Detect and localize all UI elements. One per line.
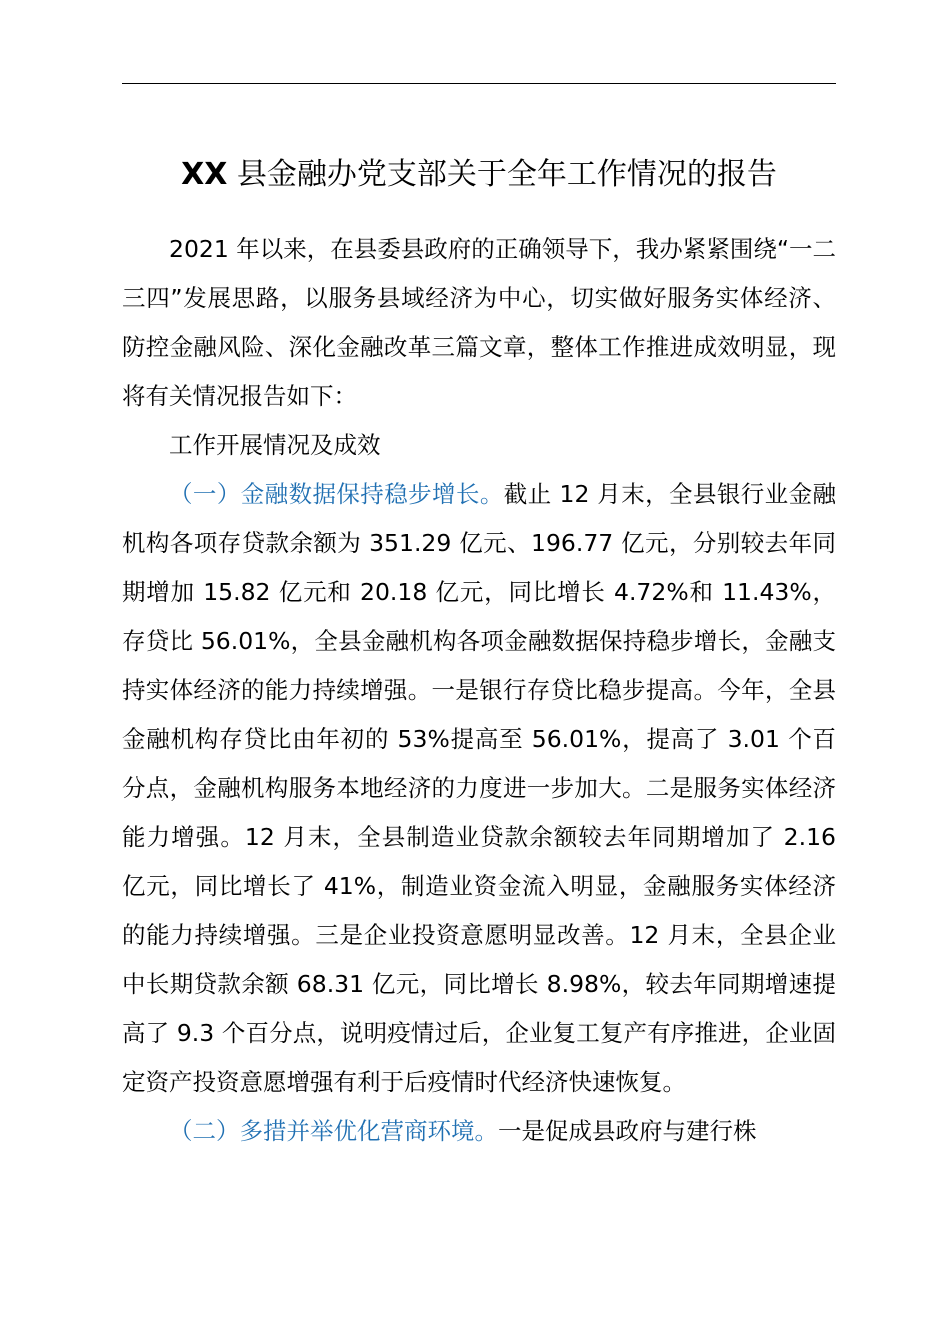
title-code: XX — [181, 157, 228, 192]
intro-paragraph: 2021 年以来，在县委县政府的正确领导下，我办紧紧围绕“一二三四”发展思路，以服务县域经济为中心，切实做好服务实体经济、防控金融风险、深化金融改革三篇文章，整体工作推进成效明显，现将有关情况报告如下： — [122, 235, 836, 410]
section-1-heading: （一）金融数据保持稳步增长。 — [169, 480, 504, 508]
title-text: 县金融办党支部关于全年工作情况的报告 — [227, 157, 777, 192]
section-2-paragraph — [122, 1107, 836, 1156]
section-2-body: 一是促成县政府与建行株 — [498, 1117, 757, 1145]
section-heading: 工作开展情况及成效 — [169, 431, 381, 459]
section-1-body: 截止 12 月末，全县银行业金融机构各项存贷款余额为 351.29 亿元、196.77 亿元，分别较去年同期增加 15.82 亿元和 20.18 亿元，同比增长 4.72%和 11.43%，存贷比 56.01%，全县金融机构各项金融数据保持稳步增长，金融支持实体经济的能力持续增强。一是银行存贷比稳步提高。今年，全县金融机构存贷比由年初的 53%提高至 56.01%，提高了 3.01 个百分点，金融机构服务本地经济的力度进一步加大。二是服务实体经济能力增强。12 月末，全县制造业贷款余额较去年同期增加了 2.16 亿元，同比增长了 41%，制造业资金流入明显，金融服务实体经济的能力持续增强。三是企业投资意愿明显改善。12 月末，全县企业中长期贷款余额 68.31 亿元，同比增长 8.98%，较去年同期增速提高了 9.3 个百分点，说明疫情过后，企业复工复产有序推进，企业固定资产投资意愿增强有利于后疫情时代经济快速恢复。 — [122, 480, 837, 1096]
document-title — [122, 150, 836, 200]
document-body — [122, 225, 836, 1156]
section-2-heading: （二）多措并举优化营商环境。 — [169, 1117, 498, 1145]
section-1-paragraph — [122, 470, 836, 1107]
header-rule — [122, 83, 836, 84]
